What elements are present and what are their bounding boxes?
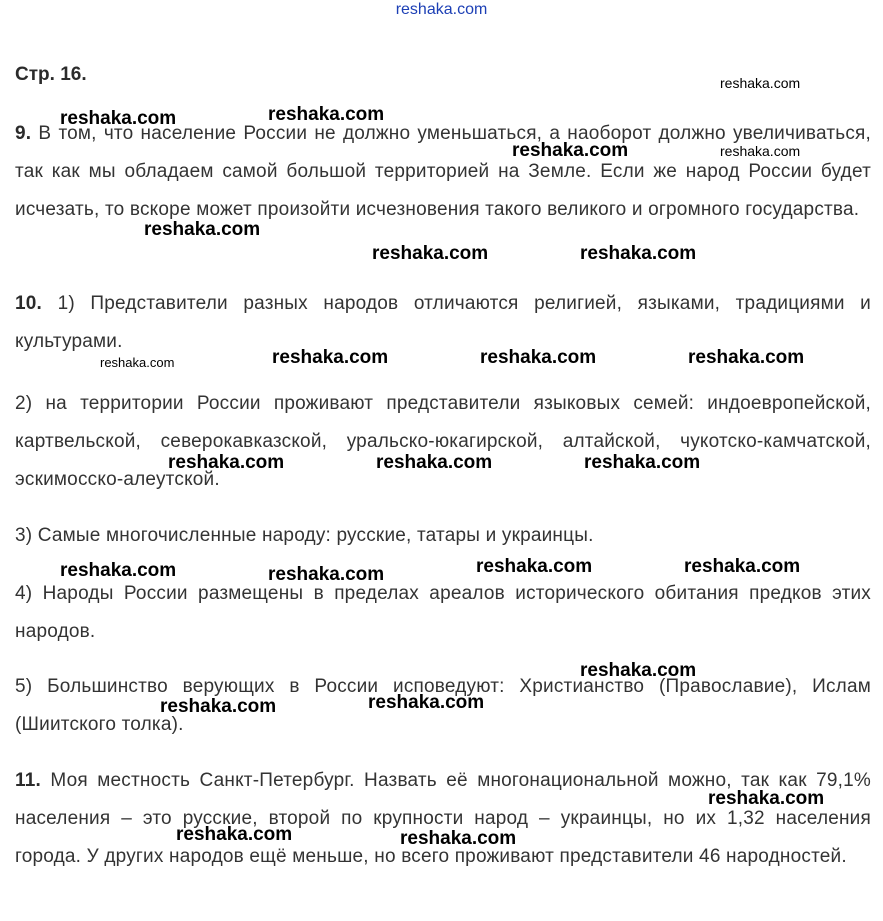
question-11 [15,762,871,876]
question-11-text: Моя местность Санкт-Петербург. Назвать её многонациональной можно, так как 79,1% населения – это русские, второй по крупности народ – украинцы, но их 1,32 населения города. У других народов ещё меньше, но всего проживают представители 46 народностей. [15,770,871,867]
watermark: reshaka.com [268,104,385,125]
watermark: reshaka.com [400,828,517,849]
watermark: reshaka.com [720,75,801,91]
watermark: reshaka.com [476,556,593,577]
watermark: reshaka.com [100,355,175,370]
question-10-item-2: 2) на территории России проживают представители языковых семей: индоевропейской, картвельской, северокавказской, уральско-юкагирской, алтайской, чукотско-камчатской, эскимосско-алеутской. [15,393,871,490]
watermark: reshaka.com [144,219,261,240]
watermark: reshaka.com [272,347,389,368]
header-watermark: reshaka.com [395,1,488,18]
watermark: reshaka.com [372,243,489,264]
watermark: reshaka.com [60,108,177,129]
watermark: reshaka.com [708,788,825,809]
watermark: reshaka.com [720,143,801,159]
watermark: reshaka.com [512,140,629,161]
watermark: reshaka.com [376,452,493,473]
question-10-item-5: 5) Большинство верующих в России исповедуют: Христианство (Православие), Ислам (Шиитского толка). [15,676,871,735]
question-10-item-4: 4) Народы России размещены в пределах ареалов исторического обитания предков этих народов. [15,583,871,642]
question-11-number: 11. [15,770,41,791]
question-9-text: В том, что население России не должно уменьшаться, а наоборот должно увеличиваться, так как мы обладаем самой большой территорией на Земле. Если же народ России будет исчезать, то вскоре может произойти исчезновения такого великого и огромного государства. [15,123,871,220]
watermark: reshaka.com [168,452,285,473]
watermark: reshaka.com [176,824,293,845]
watermark: reshaka.com [368,692,485,713]
page-title: Стр. 16. [15,64,87,85]
question-10-number: 10. [15,293,43,314]
watermark: reshaka.com [584,452,701,473]
watermark: reshaka.com [580,660,697,681]
watermark: reshaka.com [684,556,801,577]
watermark: reshaka.com [688,347,805,368]
question-9-number: 9. [15,123,32,144]
watermark: reshaka.com [160,696,277,717]
watermark: reshaka.com [480,347,597,368]
question-10-item-3: 3) Самые многочисленные народу: русские, татары и украинцы. [15,525,594,546]
question-9 [15,115,871,229]
watermark: reshaka.com [580,243,697,264]
question-10-item-1-text: 1) Представители разных народов отличаются религией, языками, традициями и культурами. [15,293,871,352]
watermark: reshaka.com [60,560,177,581]
watermark: reshaka.com [268,564,385,585]
